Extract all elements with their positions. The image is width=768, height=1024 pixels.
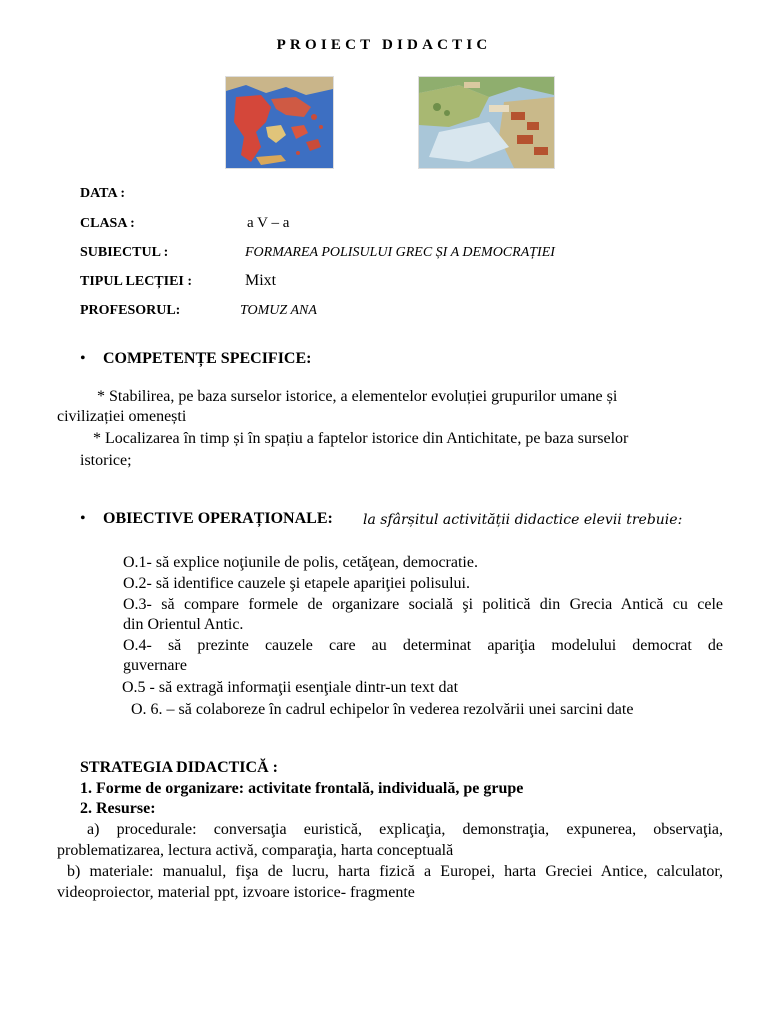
resurse-procedurale-line-2: problematizarea, lectura activă, comparaţia, harta conceptuală (57, 842, 454, 859)
profesor-value: TOMUZ ANA (240, 303, 317, 318)
resurse-materiale-line-1: b) materiale: manualul, fişa de lucru, harta fizică a Europei, harta Greciei Antice, calculator, (67, 863, 723, 880)
obiectiv-o6: O. 6. – să colaboreze în cadrul echipelor în vederea rezolvării unei sarcini date (131, 701, 634, 718)
resurse-heading: 2. Resurse: (80, 800, 156, 817)
resurse-materiale-line-2: videoproiector, material ppt, izvoare istorice- fragmente (57, 884, 415, 901)
resurse-procedurale-line-1: a) procedurale: conversaţia euristică, explicaţia, demonstraţia, expunerea, observaţia, (87, 821, 723, 838)
clasa-value: a V – a (247, 215, 290, 231)
clasa-label: CLASA : (80, 216, 135, 231)
forme-organizare: 1. Forme de organizare: activitate frontală, individuală, pe grupe (80, 780, 524, 797)
data-label: DATA : (80, 186, 125, 201)
competente-heading: COMPETENȚE SPECIFICE: (103, 350, 312, 367)
competenta-1-line-1: * Stabilirea, pe baza surselor istorice, a elementelor evoluției grupurilor umane și (97, 388, 618, 405)
tip-lectie-value: Mixt (245, 272, 277, 289)
competenta-2-line-2: istorice; (80, 452, 132, 469)
map-of-ancient-greece-image (225, 76, 334, 169)
obiectiv-o3-line-1: O.3- să compare formele de organizare socială şi politică din Grecia Antică cu cele (123, 596, 723, 613)
competenta-2-line-1: * Localizarea în timp și în spațiu a faptelor istorice din Antichitate, pe baza surselor (93, 430, 629, 447)
tip-lectie-label: TIPUL LECȚIEI : (80, 274, 193, 289)
obiectiv-o5: O.5 - să extragă informaţii esenţiale dintr-un text dat (122, 679, 459, 696)
obiectiv-o3-line-2: din Orientul Antic. (123, 616, 244, 633)
subiect-value: FORMAREA POLISULUI GREC ȘI A DEMOCRAȚIEI (245, 245, 555, 260)
obiectiv-o4-line-2: guvernare (123, 657, 187, 674)
bullet-icon: • (80, 510, 86, 527)
obiective-heading: OBIECTIVE OPERAȚIONALE: (103, 510, 333, 527)
obiectiv-o2: O.2- să identifice cauzele şi etapele apariţiei polisului. (123, 575, 470, 592)
competenta-1-line-2: civilizației omenești (57, 408, 187, 425)
bullet-icon: • (80, 350, 86, 367)
strategia-heading: STRATEGIA DIDACTICĂ : (80, 759, 278, 776)
profesor-label: PROFESORUL: (80, 303, 181, 318)
obiective-intro: la sfârșitul activității didactice elevii trebuie: (363, 512, 683, 528)
obiectiv-o1: O.1- să explice noţiunile de polis, cetăţean, democratie. (123, 554, 478, 571)
obiectiv-o4-line-1: O.4- să prezinte cauzele care au determinat apariţia modelului democrat de (123, 637, 723, 654)
ancient-greek-city-illustration-image (418, 76, 555, 169)
subiect-label: SUBIECTUL : (80, 245, 169, 260)
document-title: PROIECT DIDACTIC (276, 37, 492, 53)
